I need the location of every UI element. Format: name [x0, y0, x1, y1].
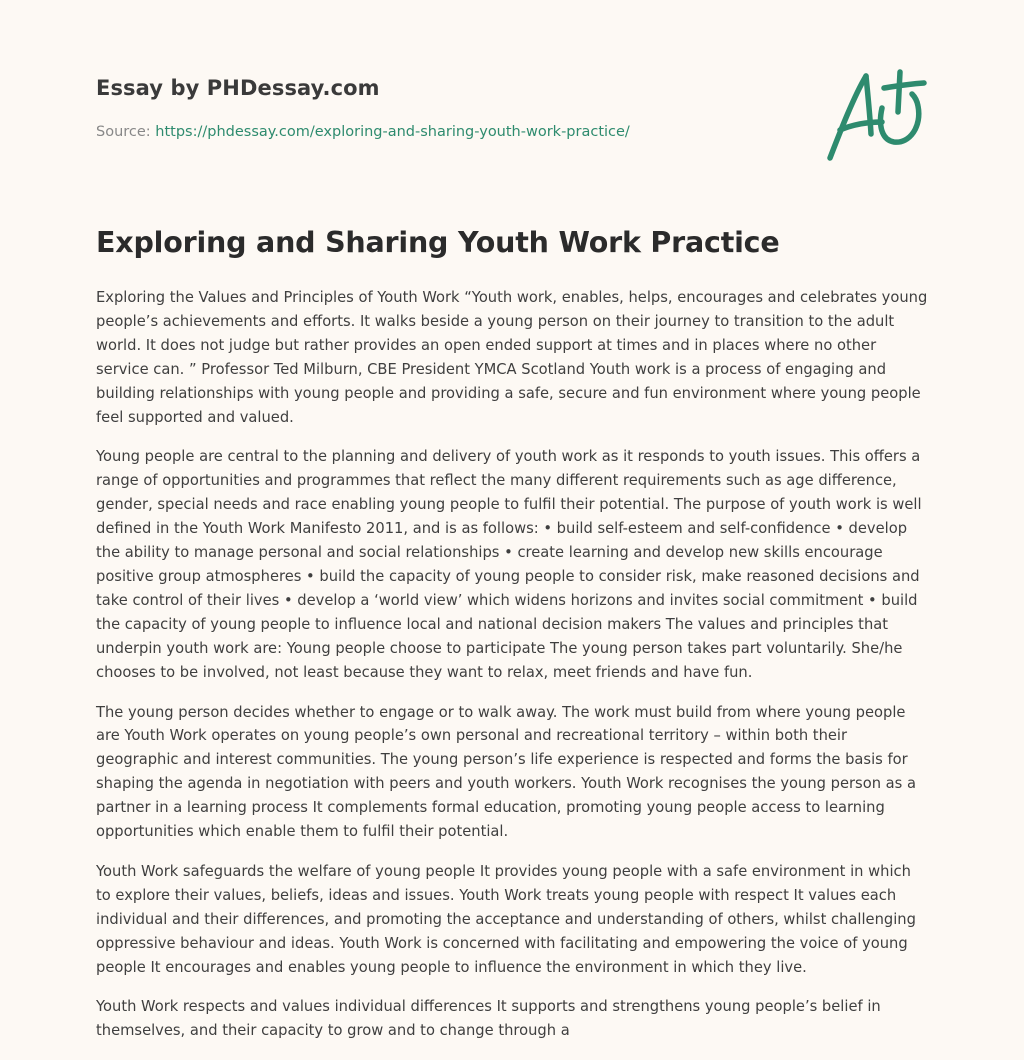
a-plus-logo-icon [826, 66, 930, 166]
source-label: Source: [96, 124, 156, 140]
essay-paragraph: Exploring the Values and Principles of Youth Work “Youth work, enables, helps, encourages and celebrates young people’s achievements and efforts. It walks beside a young person on their journey to transition to the adult world. It does not judge but rather provides an open ended support at times and in places where no other service can. ” Professor Ted Milburn, CBE President YMCA Scotland Youth work is a process of engaging and building relationships with young people and providing a safe, secure and fun environment where young people feel supported and valued. [96, 289, 928, 426]
essay-paragraph: Young people are central to the planning and delivery of youth work as it responds to youth issues. This offers a range of opportunities and programmes that reflect the many different requirements such as age difference, gender, special needs and race enabling young people to fulfil their potential. The purpose of youth work is well defined in the Youth Work Manifesto 2011, and is as follows: • build self-esteem and self-confidence • develop the ability to manage personal and social relationships • create learning and develop new skills encourage positive group atmospheres • build the capacity of young people to consider risk, make reasoned decisions and take control of their lives • develop a ‘world view’ which widens horizons and invites social commitment • build the capacity of young people to influence local and national decision makers The values and principles that underpin youth work are: Young people choose to participate The young person takes part voluntarily. She/he chooses to be involved, not least because they want to relax, meet friends and have fun. [96, 448, 922, 681]
essay-paragraph: Youth Work safeguards the welfare of young people It provides young people with a safe environment in which to explore their values, beliefs, ideas and issues. Youth Work treats young people with respect It values each individual and their differences, and promoting the acceptance and understanding of others, whilst challenging oppressive behaviour and ideas. Youth Work is concerned with facilitating and empowering the voice of young people It encourages and enables young people to influence the environment in which they live. [96, 862, 916, 976]
source-link[interactable]: https://phdessay.com/exploring-and-sharing-youth-work-practice/ [155, 124, 630, 140]
essay-paragraph: Youth Work respects and values individual differences It supports and strengthens young people’s belief in themselves, and their capacity to grow and to change through a [96, 998, 881, 1040]
essay-title: Exploring and Sharing Youth Work Practice [96, 226, 780, 259]
site-title: Essay by PHDessay.com [96, 76, 380, 100]
source-line [96, 124, 630, 140]
essay-body [96, 286, 928, 1059]
essay-paragraph: The young person decides whether to engage or to walk away. The work must build from where young people are Youth Work operates on young people’s own personal and recreational territory – within both their geographic and interest communities. The young person’s life experience is respected and forms the basis for shaping the agenda in negotiation with peers and youth workers. Youth Work recognises the young person as a partner in a learning process It complements formal education, promoting young people access to learning opportunities which enable them to fulfil their potential. [96, 703, 916, 841]
